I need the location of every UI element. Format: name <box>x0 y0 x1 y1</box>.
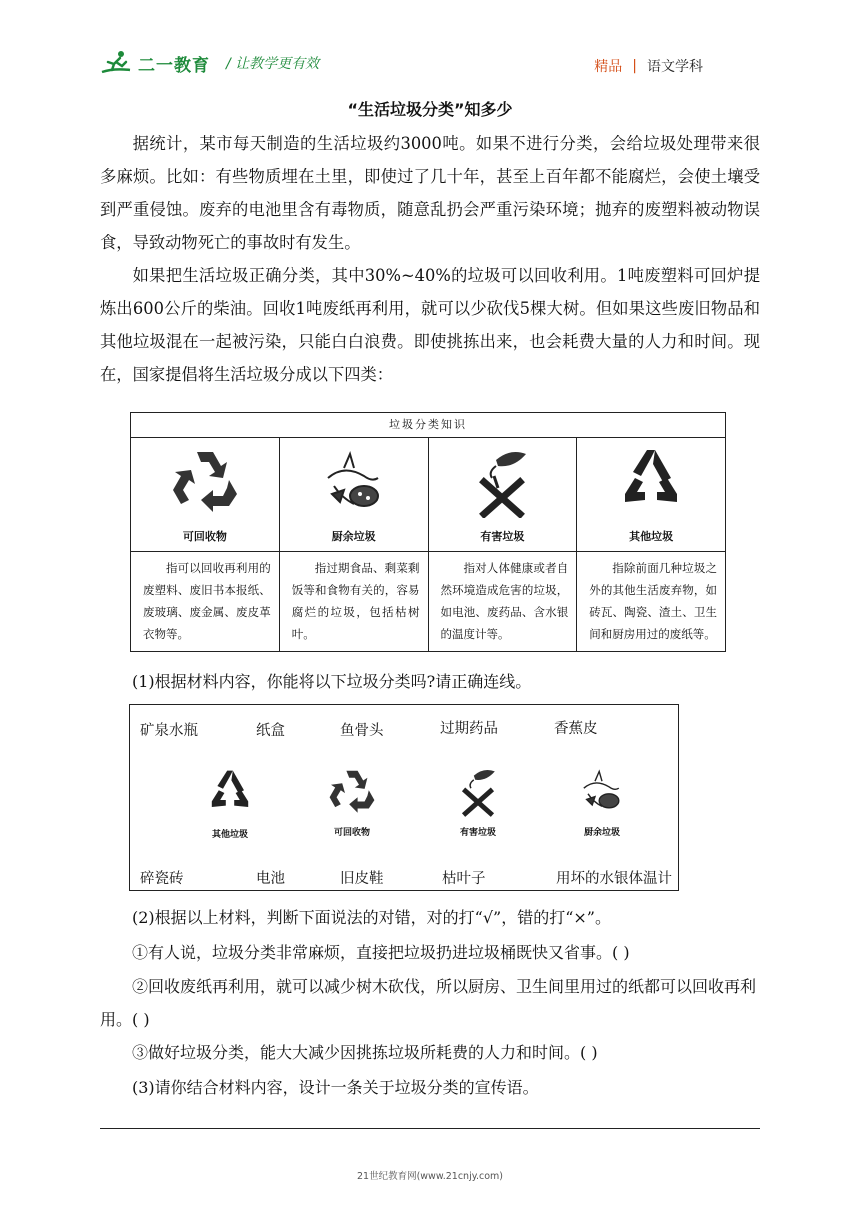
recycle-icon <box>324 763 380 819</box>
question-text: ②回收废纸再利用，就可以减少树木砍伐，所以厨房、卫生间里用过的纸都可以回收再利用。( ) <box>100 977 757 1029</box>
recycle-icon <box>165 446 245 516</box>
match-item-top[interactable]: 纸盒 <box>256 723 285 739</box>
question-text: ①有人说，垃圾分类非常麻烦，直接把垃圾扔进垃圾桶既快又省事。( ) <box>132 943 630 962</box>
match-item-bottom[interactable]: 碎瓷砖 <box>140 871 184 887</box>
match-target-label: 厨余垃圾 <box>583 828 620 838</box>
question-2-intro <box>132 901 760 934</box>
paragraph-text: 据统计，某市每天制造的生活垃圾约3000吨。如果不进行分类，会给垃圾处理带来很多麻烦。比如：有些物质埋在土里，即使过了几十年，甚至上百年都不能腐烂，会使土壤受到严重侵蚀。废弃的电池里含有毒物质，随意乱扔会严重污染环境；抛弃的废塑料被动物误食，导致动物死亡的事故时有发生。 <box>100 134 760 252</box>
runner-logo-icon <box>100 50 134 76</box>
column-description: 指过期食品、剩菜剩饭等和食物有关的，容易腐烂的垃圾，包括枯树叶。 <box>291 561 420 641</box>
question-text: ③做好垃圾分类，能大大减少因挑拣垃圾所耗费的人力和时间。( ) <box>132 1043 598 1062</box>
kitchen-waste-icon <box>574 763 630 819</box>
question-3 <box>132 1071 760 1104</box>
paragraph-1 <box>100 127 760 259</box>
match-item-bottom[interactable]: 旧皮鞋 <box>340 871 384 887</box>
table-column-other <box>577 438 725 652</box>
brand-name: 二一教育 <box>138 55 210 76</box>
match-target-label: 其他垃圾 <box>211 830 248 840</box>
article-title: “生活垃圾分类”知多少 <box>347 100 513 119</box>
column-description: 指可以回收再利用的废塑料、废旧书本报纸、废玻璃、废金属、废皮革衣物等。 <box>143 561 271 641</box>
match-item-bottom[interactable]: 用坏的水银体温计 <box>556 871 672 887</box>
paragraph-text: 如果把生活垃圾正确分类，其中30%~40%的垃圾可以回收利用。1吨废塑料可回炉提炼出600公斤的柴油。回收1吨废纸再利用，就可以少砍伐5棵大树。但如果这些废旧物品和其他垃圾混在一起被污染，只能白白浪费。即使挑拣出来，也会耗费大量的人力和时间。现在，国家提倡将生活垃圾分成以下四类： <box>100 266 760 384</box>
table-heading: 垃圾分类知识 <box>131 413 725 438</box>
match-target-label: 有害垃圾 <box>459 828 496 838</box>
question-text: (3)请你结合材料内容，设计一条关于垃圾分类的宣传语。 <box>132 1078 539 1097</box>
quality-badge: 精品 <box>594 59 623 75</box>
match-target-hazardous[interactable] <box>438 763 518 838</box>
match-item-bottom[interactable]: 电池 <box>256 871 285 887</box>
match-item-top[interactable]: 香蕉皮 <box>554 721 598 737</box>
match-target-label: 可回收物 <box>333 828 370 838</box>
column-description: 指对人体健康或者自然环境造成危害的垃圾，如电池、废药品、含水银的温度计等。 <box>440 561 569 641</box>
hazardous-icon <box>462 446 542 518</box>
page-header <box>0 0 860 90</box>
header-separator: | <box>632 58 637 74</box>
matching-box <box>129 704 679 891</box>
kitchen-waste-icon <box>314 446 394 518</box>
page-footer: 21世纪教育网(www.21cnjy.com) <box>356 1171 503 1182</box>
match-target-other[interactable] <box>190 765 270 840</box>
classification-table <box>130 412 726 652</box>
question-2-item-2 <box>100 970 760 1036</box>
other-waste-icon <box>202 765 258 821</box>
match-item-top[interactable]: 矿泉水瓶 <box>140 723 198 739</box>
column-label: 有害垃圾 <box>480 530 525 543</box>
other-waste-icon <box>611 446 691 518</box>
question-2-item-3 <box>132 1036 760 1069</box>
paragraph-2 <box>100 259 760 391</box>
question-text: (2)根据以上材料，判断下面说法的对错，对的打“√”，错的打“×”。 <box>132 908 611 927</box>
column-label: 厨余垃圾 <box>331 530 376 543</box>
column-label: 其他垃圾 <box>629 530 674 543</box>
match-item-bottom[interactable]: 枯叶子 <box>442 871 486 887</box>
column-label: 可回收物 <box>182 530 227 543</box>
footer-divider <box>100 1128 760 1129</box>
column-description: 指除前面几种垃圾之外的其他生活废弃物，如砖瓦、陶瓷、渣土、卫生间和厨房用过的废纸等。 <box>589 561 717 641</box>
header-subject <box>594 56 703 76</box>
brand-logo <box>100 50 319 76</box>
match-item-top[interactable]: 过期药品 <box>440 721 498 737</box>
subject-label: 语文学科 <box>647 59 703 75</box>
table-column-recyclable <box>131 438 280 652</box>
question-1: (1)根据材料内容，你能将以下垃圾分类吗?请正确连线。 <box>132 672 532 691</box>
match-target-kitchen[interactable] <box>562 763 642 838</box>
match-target-recyclable[interactable] <box>312 763 392 838</box>
hazardous-icon <box>450 763 506 819</box>
table-column-kitchen <box>280 438 429 652</box>
brand-slogan: / 让教学更有效 <box>226 56 320 72</box>
match-item-top[interactable]: 鱼骨头 <box>340 723 384 739</box>
table-column-hazardous <box>429 438 578 652</box>
question-2-item-1 <box>132 936 760 969</box>
